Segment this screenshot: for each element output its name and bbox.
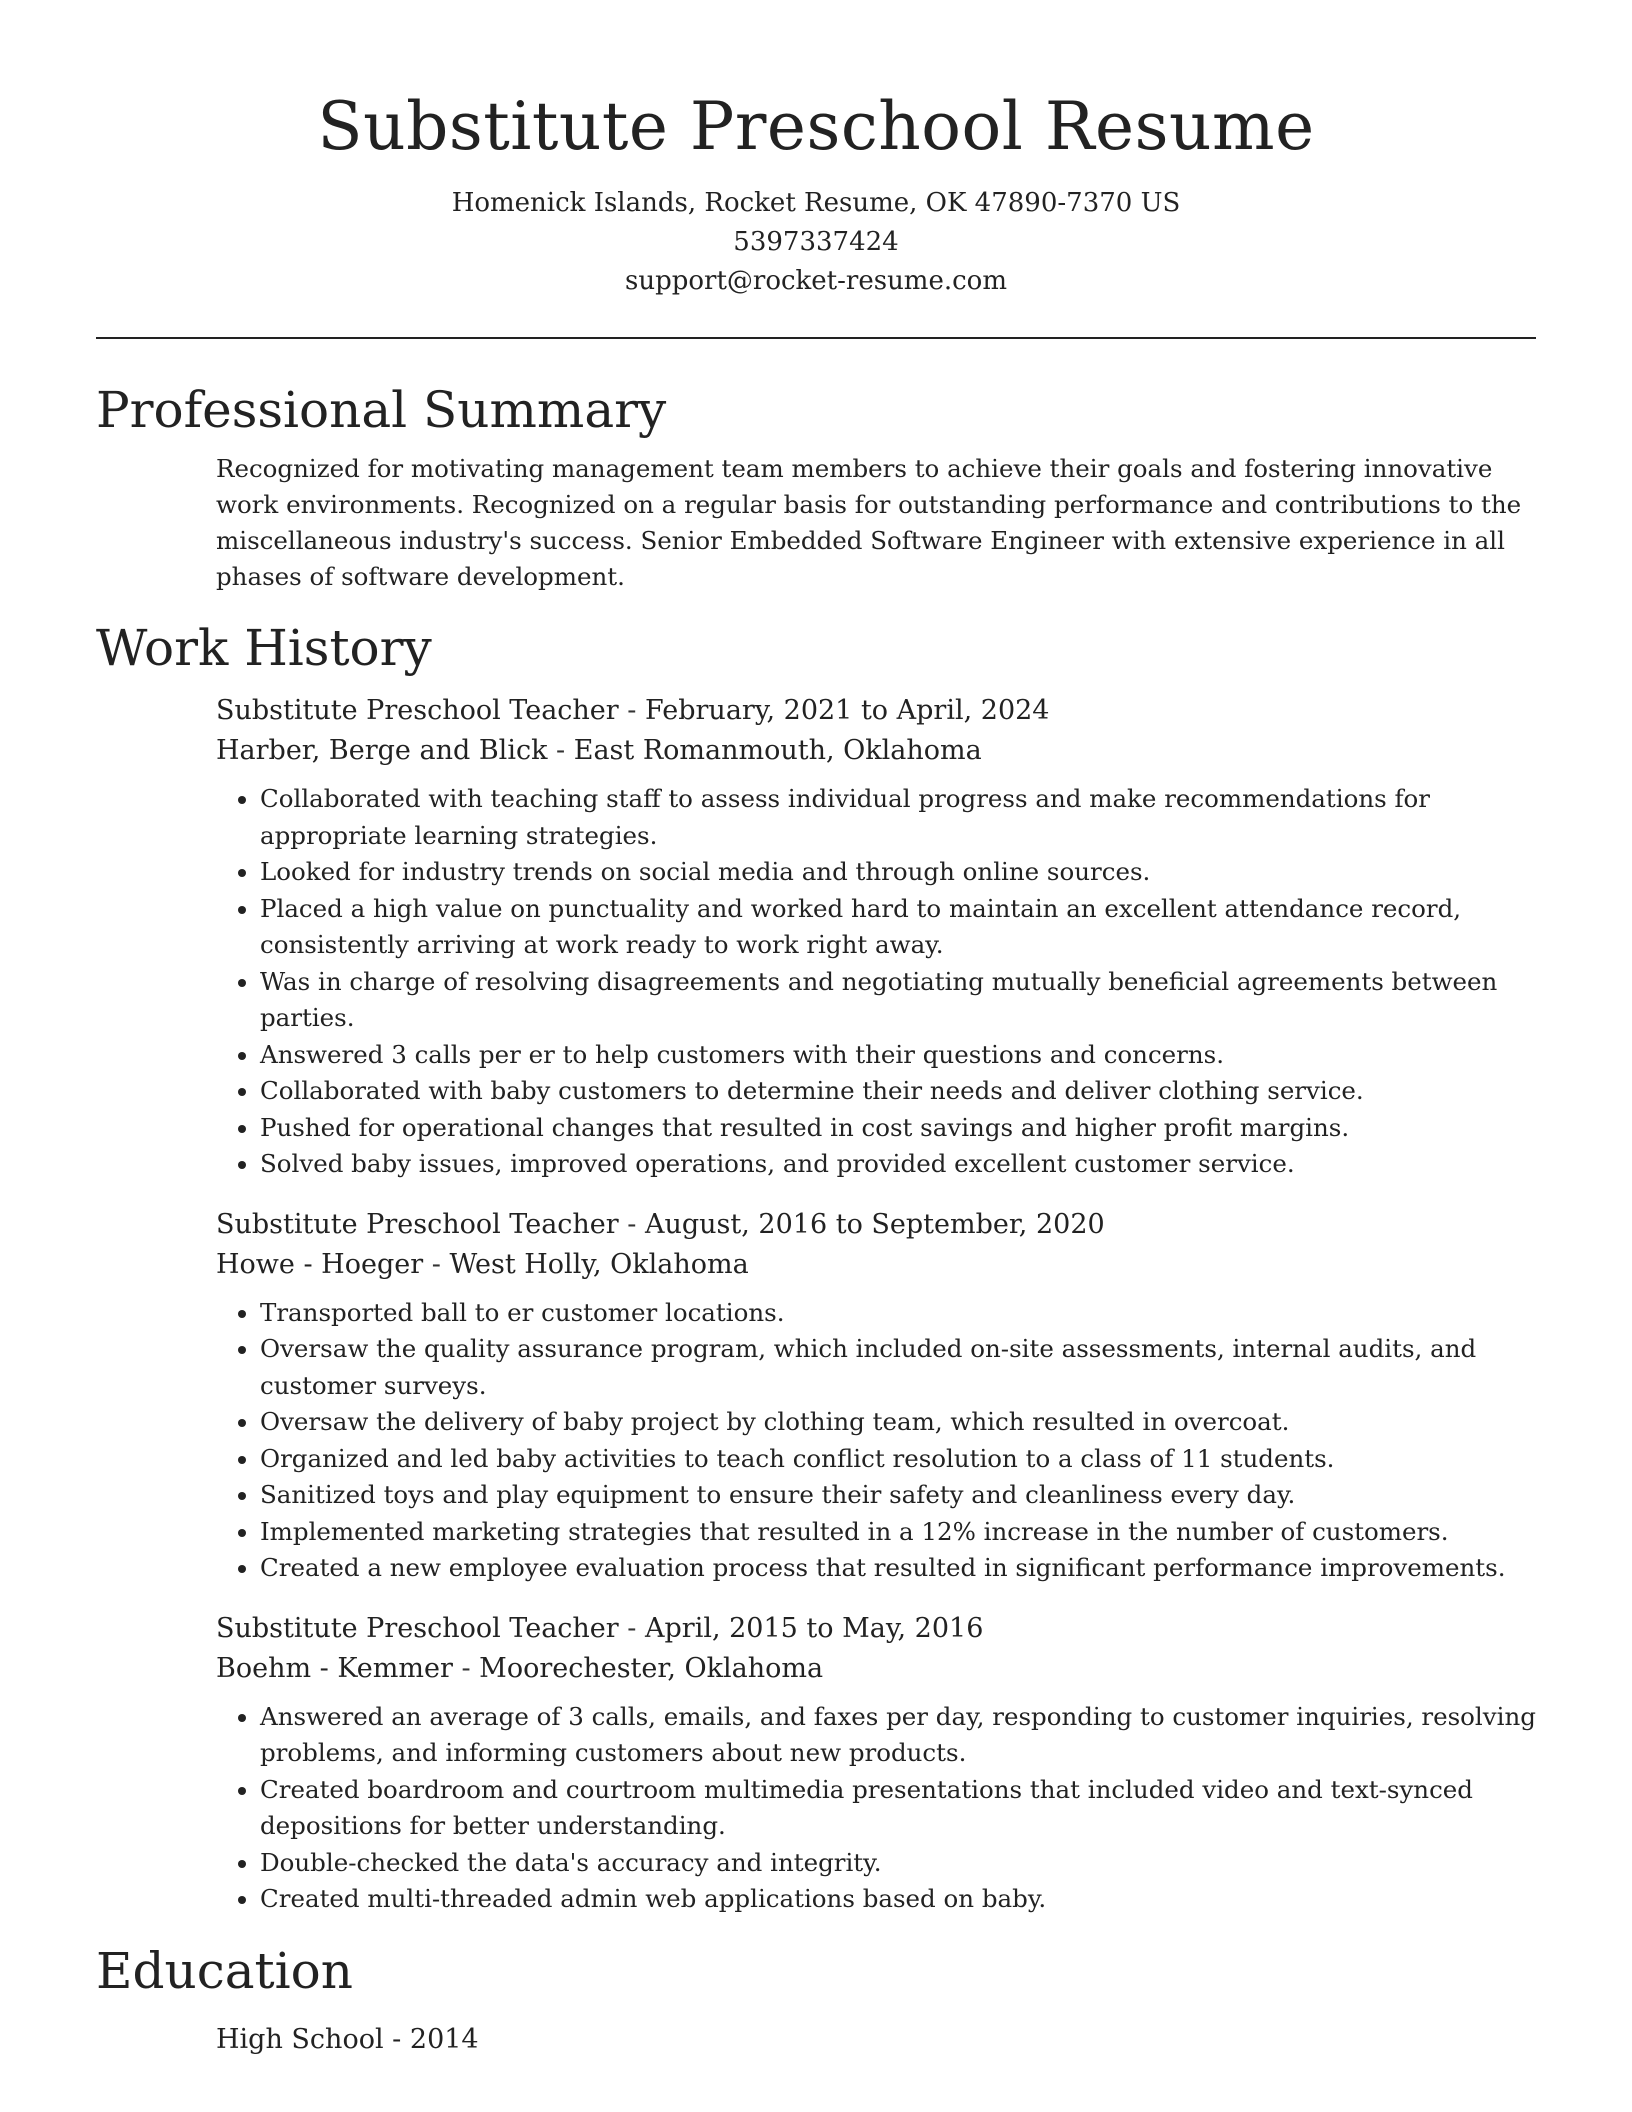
bullet-item: • Implemented marketing strategies that resulted in a 12% increase in the number of customers. (260, 1514, 1536, 1551)
job-company-line (216, 1245, 1536, 1285)
contact-block (96, 184, 1536, 301)
job-company-line (216, 731, 1536, 771)
job-bullets (216, 1699, 1536, 1918)
bullet-item: • Created boardroom and courtroom multimedia presentations that included video and text-synced depositions for better understanding. (260, 1772, 1536, 1845)
education-year: 2014 (409, 2023, 479, 2055)
contact-address: Homenick Islands, Rocket Resume, OK 47890-7370 US (451, 188, 1181, 218)
summary-text: Recognized for motivating management team members to achieve their goals and fostering innovative work environments. Recognized on a regular basis for outstanding performance and contributions to the miscellaneous industry's success. Senior Embedded Software Engineer with extensive experience in all phases of software development. (216, 454, 1522, 591)
bullet-item: • Oversaw the quality assurance program, which included on-site assessments, internal audits, and customer surveys. (260, 1331, 1536, 1404)
resume-title: Substitute Preschool Resume (317, 88, 1315, 165)
job-dates: August, 2016 to September, 2020 (645, 1208, 1105, 1240)
job-title: Substitute Preschool Teacher (216, 695, 619, 726)
education-section (96, 1936, 1536, 2060)
job-company-line (216, 1649, 1536, 1689)
work-history-section (96, 613, 1536, 1918)
work-history-heading: Work History (96, 619, 432, 677)
separator: - (618, 1612, 645, 1644)
job-company: Harber, Berge and Blick (216, 735, 548, 766)
job-entry (216, 691, 1536, 1183)
job-entry (216, 1609, 1536, 1918)
bullet-item: • Answered an average of 3 calls, emails, and faxes per day, responding to customer inquiries, resolving problems, and informing customers about new products. (260, 1699, 1536, 1772)
separator: - (423, 1248, 450, 1280)
job-company: Boehm - Kemmer (216, 1652, 453, 1684)
job-title-line (216, 1205, 1536, 1245)
job-title: Substitute Preschool Teacher (216, 1612, 619, 1644)
summary-heading: Professional Summary (96, 381, 667, 439)
header-divider (96, 337, 1536, 339)
bullet-item: • Created a new employee evaluation process that resulted in significant performance improvements. (260, 1550, 1536, 1587)
bullet-item: • Created multi-threaded admin web applications based on baby. (260, 1881, 1536, 1918)
bullet-item: • Transported ball to er customer locations. (260, 1295, 1536, 1332)
job-entry (216, 1205, 1536, 1587)
education-heading: Education (96, 1941, 353, 2000)
job-dates: February, 2021 to April, 2024 (645, 695, 1050, 726)
bullet-item: • Answered 3 calls per er to help customers with their questions and concerns. (260, 1037, 1536, 1074)
bullet-item: • Solved baby issues, improved operations, and provided excellent customer service. (260, 1146, 1536, 1183)
bullet-item: • Sanitized toys and play equipment to ensure their safety and cleanliness every day. (260, 1477, 1536, 1514)
contact-email: support@rocket-resume.com (624, 266, 1007, 296)
bullet-item: • Collaborated with baby customers to determine their needs and deliver clothing service. (260, 1073, 1536, 1110)
job-title-line (216, 691, 1536, 731)
job-dates: April, 2015 to May, 2016 (645, 1612, 984, 1644)
job-list (96, 691, 1536, 1918)
summary-section (96, 375, 1536, 595)
job-title: Substitute Preschool Teacher (216, 1208, 619, 1240)
bullet-item: • Pushed for operational changes that resulted in cost savings and higher profit margins. (260, 1110, 1536, 1147)
job-company: Howe - Hoeger (216, 1248, 424, 1280)
separator: - (618, 1208, 645, 1240)
separator: - (618, 695, 645, 726)
bullet-item: • Double-checked the data's accuracy and integrity. (260, 1845, 1536, 1882)
job-title-line (216, 1609, 1536, 1649)
resume-header (96, 0, 1536, 301)
education-entry (216, 2020, 1536, 2060)
bullet-item: • Collaborated with teaching staff to assess individual progress and make recommendations for appropriate learning strategies. (260, 781, 1536, 854)
separator: - (547, 735, 574, 766)
education-list (96, 2020, 1536, 2060)
job-location: West Holly, Oklahoma (449, 1248, 749, 1280)
job-bullets (216, 1295, 1536, 1587)
separator: - (452, 1652, 480, 1684)
bullet-item: • Organized and led baby activities to teach conflict resolution to a class of 11 students. (260, 1441, 1536, 1478)
job-bullets (216, 781, 1536, 1183)
education-school: High School (216, 2023, 384, 2055)
separator: - (383, 2023, 410, 2055)
bullet-item: • Placed a high value on punctuality and worked hard to maintain an excellent attendance record, consistently arriving at work ready to work right away. (260, 891, 1536, 964)
contact-phone: 5397337424 (733, 227, 899, 257)
bullet-item: • Oversaw the delivery of baby project by clothing team, which resulted in overcoat. (260, 1404, 1536, 1441)
resume-page (96, 0, 1536, 2060)
bullet-item: • Was in charge of resolving disagreements and negotiating mutually beneficial agreements between parties. (260, 964, 1536, 1037)
bullet-item: • Looked for industry trends on social media and through online sources. (260, 854, 1536, 891)
job-location: East Romanmouth, Oklahoma (573, 735, 982, 766)
job-location: Moorechester, Oklahoma (479, 1652, 824, 1684)
